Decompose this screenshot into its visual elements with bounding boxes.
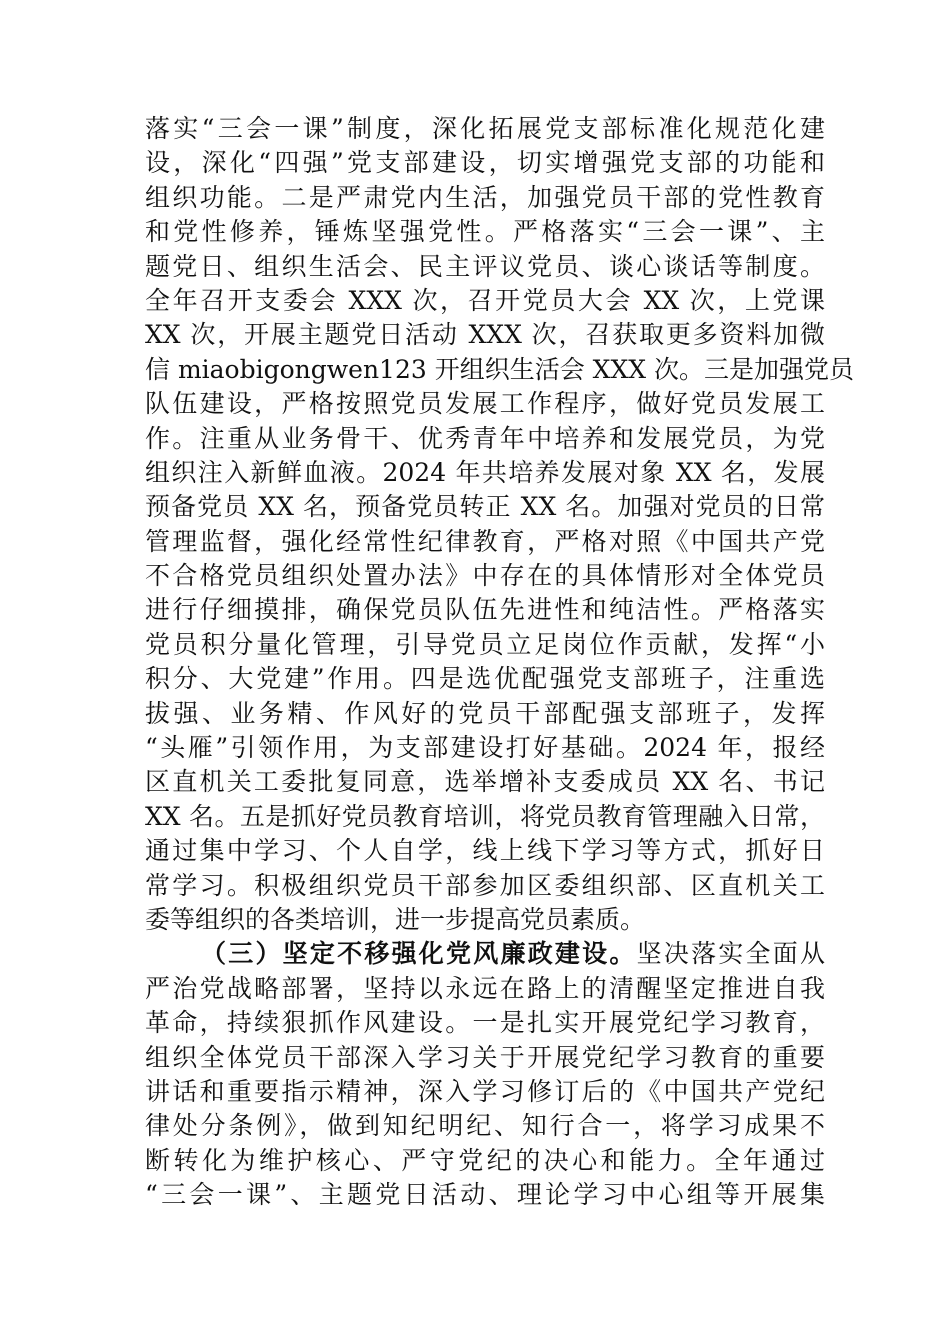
text-line: 进行仔细摸排，确保党员队伍先进性和纯洁性。严格落实 bbox=[145, 595, 825, 625]
text-line: 组织功能。二是严肃党内生活，加强党员干部的党性教育 bbox=[145, 182, 825, 212]
text-line: 通过集中学习、个人自学，线上线下学习等方式，抓好日 bbox=[145, 836, 825, 866]
text-line: 委等组织的各类培训，进一步提高党员素质。 bbox=[145, 904, 646, 934]
text-line: 队伍建设，严格按照党员发展工作程序，做好党员发展工 bbox=[145, 389, 825, 419]
text-line: XX 名。五是抓好党员教育培训，将党员教育管理融入日常， bbox=[145, 801, 825, 831]
text-line: 区直机关工委批复同意，选举增补支委成员 XX 名、书记 bbox=[145, 767, 825, 797]
text-line: 严治党战略部署，坚持以永远在路上的清醒坚定推进自我 bbox=[145, 973, 825, 1003]
text-line: 作。注重从业务骨干、优秀青年中培养和发展党员，为党 bbox=[145, 423, 825, 453]
section-3-text: 坚决落实全面从 bbox=[636, 939, 825, 969]
text-line: 不合格党员组织处置办法》中存在的具体情形对全体党员 bbox=[145, 561, 825, 591]
text-line: 和党性修养，锤炼坚强党性。严格落实“三会一课”、主 bbox=[145, 217, 825, 247]
text-line: 常学习。积极组织党员干部参加区委组织部、区直机关工 bbox=[145, 870, 825, 900]
text-line: 全年召开支委会 XXX 次，召开党员大会 XX 次，上党课 bbox=[145, 285, 825, 315]
text-line: “头雁”引领作用，为支部建设打好基础。2024 年，报经 bbox=[145, 733, 825, 763]
text-line: 断转化为维护核心、严守党纪的决心和能力。全年通过 bbox=[145, 1145, 825, 1175]
text-line: 积分、大党建”作用。四是选优配强党支部班子，注重选 bbox=[145, 664, 825, 694]
text-line: 党员积分量化管理，引导党员立足岗位作贡献，发挥“小 bbox=[145, 629, 825, 659]
text-line: “三会一课”、主题党日活动、理论学习中心组等开展集 bbox=[145, 1180, 825, 1210]
text-line: 律处分条例》，做到知纪明纪、知行合一，将学习成果不 bbox=[145, 1111, 825, 1141]
section-heading-line bbox=[145, 937, 825, 971]
text-line: 信 miaobigongwen123 开组织生活会 XXX 次。三是加强党员 bbox=[145, 354, 855, 384]
text-line: 设，深化“四强”党支部建设，切实增强党支部的功能和 bbox=[145, 148, 825, 178]
text-line: 拔强、业务精、作风好的党员干部配强支部班子，发挥 bbox=[145, 698, 825, 728]
text-line: 革命，持续狠抓作风建设。一是扎实开展党纪学习教育， bbox=[145, 1008, 825, 1038]
text-line: 题党日、组织生活会、民主评议党员、谈心谈话等制度。 bbox=[145, 251, 825, 281]
text-line: 组织全体党员干部深入学习关于开展党纪学习教育的重要 bbox=[145, 1042, 825, 1072]
text-line: 落实“三会一课”制度，深化拓展党支部标准化规范化建 bbox=[145, 114, 825, 143]
text-line: XX 次，开展主题党日活动 XXX 次，召获取更多资料加微 bbox=[145, 320, 825, 350]
body-text bbox=[145, 112, 855, 1213]
section-3-heading: （三）坚定不移强化党风廉政建设。 bbox=[201, 939, 637, 969]
text-line: 管理监督，强化经常性纪律教育，严格对照《中国共产党 bbox=[145, 526, 825, 556]
text-line: 组织注入新鲜血液。2024 年共培养发展对象 XX 名，发展 bbox=[145, 457, 825, 487]
text-line: 预备党员 XX 名，预备党员转正 XX 名。加强对党员的日常 bbox=[145, 492, 825, 522]
text-line: 讲话和重要指示精神，深入学习修订后的《中国共产党纪 bbox=[145, 1076, 825, 1106]
